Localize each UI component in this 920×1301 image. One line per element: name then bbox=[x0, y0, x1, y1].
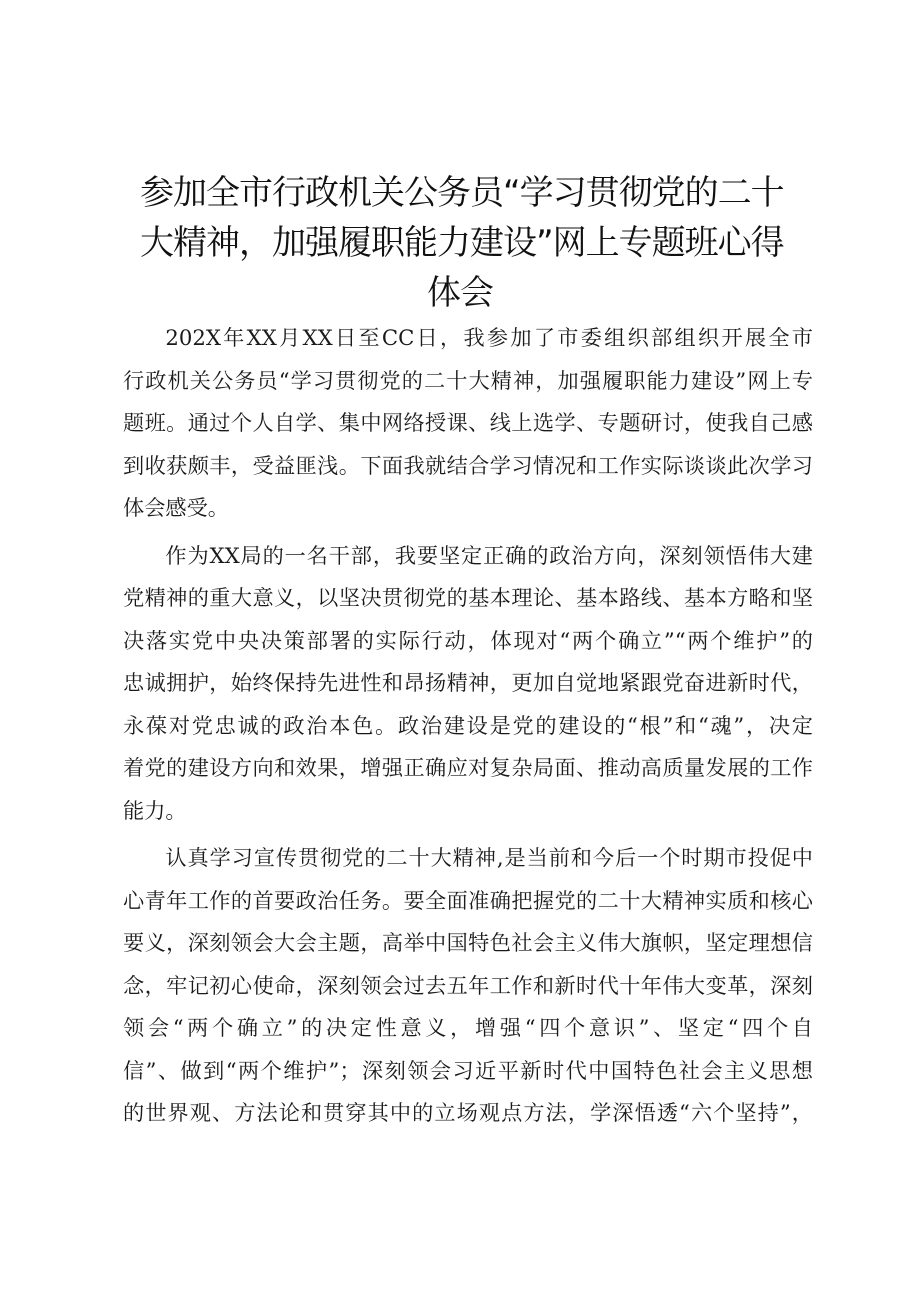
paragraph-line: 要义，深刻领会大会主题，高举中国特色社会主义伟大旗帜，坚定理想信 bbox=[123, 930, 813, 955]
title-line-3: 体会 bbox=[427, 273, 493, 313]
document-title bbox=[140, 168, 784, 318]
paragraph-line: 永葆对党忠诚的政治本色。政治建设是党的建设的“根”和“魂”，决定 bbox=[123, 712, 813, 738]
paragraph-line: 信”、做到“两个维护”；深刻领会习近平新时代中国特色社会主义思想 bbox=[123, 1057, 813, 1083]
paragraph-line: 题班。通过个人自学、集中网络授课、线上选学、专题研讨，使我自己感 bbox=[123, 410, 813, 435]
paragraph-line: 着党的建设方向和效果，增强正确应对复杂局面、推动高质量发展的工作 bbox=[123, 755, 813, 780]
paragraph-line: 忠诚拥护，始终保持先进性和昂扬精神，更加自觉地紧跟党奋进新时代， bbox=[123, 670, 813, 695]
paragraph-3 bbox=[123, 837, 813, 1135]
title-line-1: 参加全市行政机关公务员“学习贯彻党的二十 bbox=[140, 173, 784, 213]
document-body bbox=[123, 317, 813, 1135]
paragraph-line: 心青年工作的首要政治任务。要全面准确把握党的二十大精神实质和核心 bbox=[123, 887, 813, 913]
paragraph-line: 认真学习宣传贯彻党的二十大精神,是当前和今后一个时期市投促中 bbox=[165, 845, 813, 870]
paragraph-line: 领会“两个确立”的决定性意义，增强“四个意识”、坚定“四个自 bbox=[123, 1015, 813, 1040]
paragraph-line: 到收获颇丰，受益匪浅。下面我就结合学习情况和工作实际谈谈此次学习 bbox=[123, 452, 813, 478]
paragraph-line: 决落实党中央决策部署的实际行动，体现对“两个确立”“两个维护”的 bbox=[123, 627, 813, 653]
paragraph-line: 的世界观、方法论和贯穿其中的立场观点方法，学深悟透“六个坚持”， bbox=[123, 1100, 813, 1125]
title-line-2: 大精神，加强履职能力建设”网上专题班心得 bbox=[140, 223, 784, 263]
paragraph-2 bbox=[123, 535, 813, 833]
paragraph-line: 能力。 bbox=[123, 797, 187, 823]
paragraph-line: 体会感受。 bbox=[123, 495, 229, 520]
paragraph-1 bbox=[123, 317, 813, 530]
paragraph-line: 念，牢记初心使命，深刻领会过去五年工作和新时代十年伟大变革，深刻 bbox=[123, 972, 813, 998]
paragraph-line: 党精神的重大意义，以坚决贯彻党的基本理论、基本路线、基本方略和坚 bbox=[123, 585, 813, 610]
paragraph-line: 202X年XX月XX日至CC日，我参加了市委组织部组织开展全市 bbox=[165, 325, 813, 350]
paragraph-line: 作为XX局的一名干部，我要坚定正确的政治方向，深刻领悟伟大建 bbox=[165, 542, 813, 568]
paragraph-line: 行政机关公务员“学习贯彻党的二十大精神，加强履职能力建设”网上专 bbox=[123, 367, 813, 393]
